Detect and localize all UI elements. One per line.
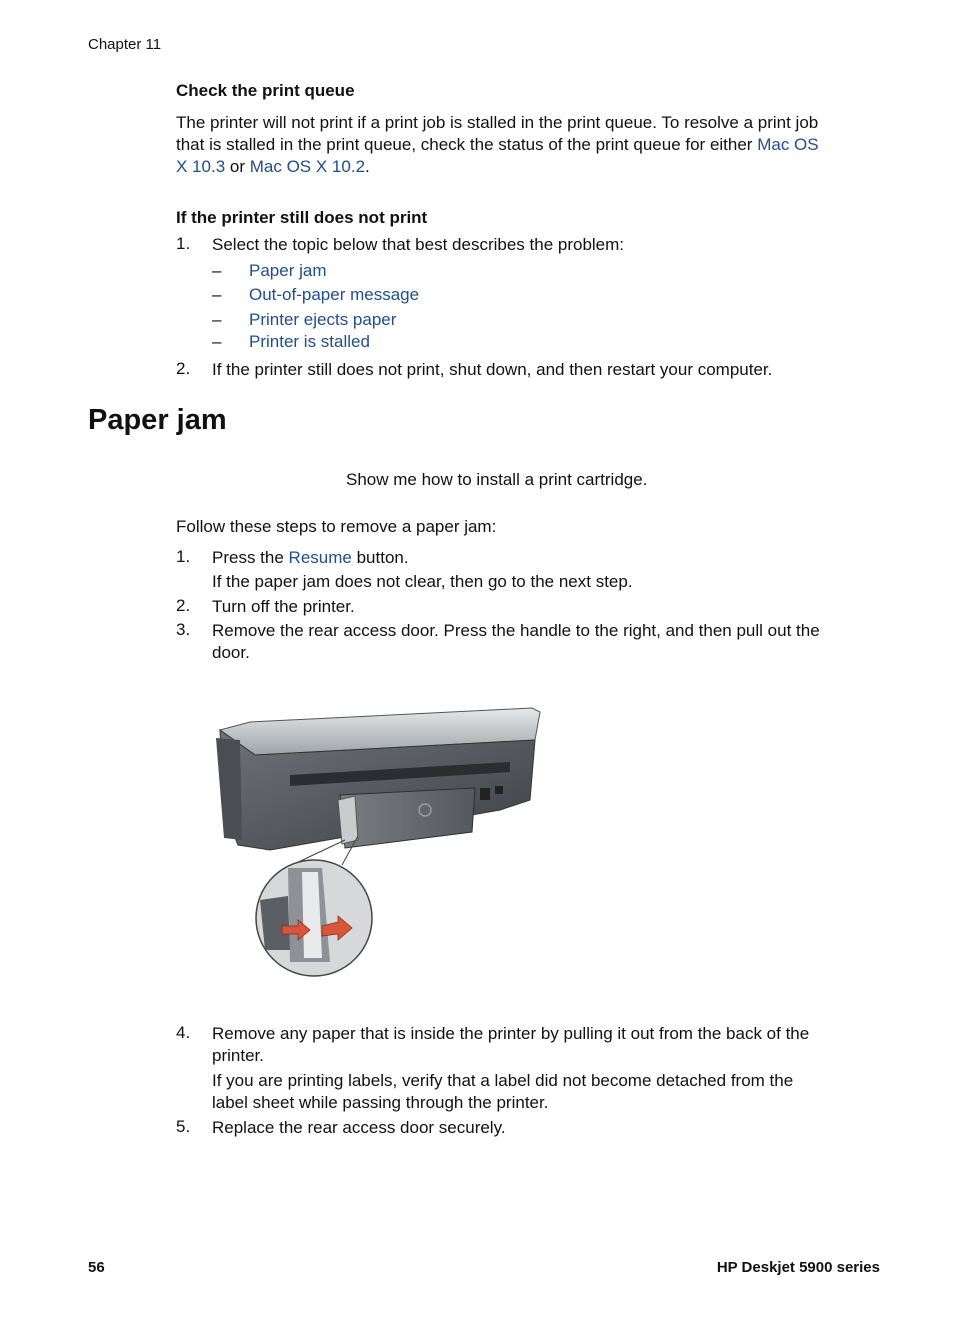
section-heading-check-queue: Check the print queue [176, 81, 355, 100]
link-resume[interactable]: Resume [288, 548, 352, 567]
list-item: Select the topic below that best describes the problem: [212, 235, 625, 254]
rear-access-door [340, 788, 475, 848]
page-title-paper-jam: Paper jam [88, 404, 227, 436]
list-item-note: If the paper jam does not clear, then go to the next step. [212, 572, 633, 591]
list-number: 2. [176, 359, 191, 378]
list-item: Remove the rear access door. Press the handle to the right, and then pull out the door. [212, 621, 820, 662]
list-number: 5. [176, 1117, 191, 1136]
list-number: 1. [176, 547, 191, 566]
port [480, 788, 490, 800]
chapter-header: Chapter 11 [88, 36, 162, 53]
check-queue-line-1: The printer will not print if a print job is stalled in the print queue. To resolve a print job [176, 113, 819, 132]
paper-jam-intro: Follow these steps to remove a paper jam: [176, 517, 497, 536]
list-item: If the printer still does not print, shut down, and then restart your computer. [212, 360, 773, 379]
bullet-dash: – [212, 332, 222, 351]
list-item-note: If you are printing labels, verify that a label did not become detached from the label sheet while passing through the printer. [212, 1071, 794, 1112]
list-number: 2. [176, 596, 191, 615]
check-queue-line-2: that is stalled in the print queue, check the status of the print queue for either Mac OS [176, 135, 819, 154]
check-queue-paragraph [176, 112, 876, 178]
bullet-dash: – [212, 261, 222, 280]
port [495, 786, 503, 794]
check-queue-line-3: X 10.3 or Mac OS X 10.2. [176, 157, 370, 176]
product-name: HP Deskjet 5900 series [716, 1259, 880, 1276]
zoom-door-edge [260, 896, 290, 950]
link-mac-os-x-10-3-cont[interactable]: X 10.3 [176, 157, 226, 176]
list-item: Turn off the printer. [212, 597, 355, 616]
link-mac-os-x-10-3[interactable]: Mac OS [757, 135, 819, 154]
page-number: 56 [88, 1259, 105, 1276]
list-number: 1. [176, 234, 191, 253]
list-item: Press the Resume button. [212, 548, 409, 567]
link-printer-ejects-paper[interactable]: Printer ejects paper [249, 310, 397, 329]
link-paper-jam[interactable]: Paper jam [249, 261, 327, 280]
list-number: 3. [176, 620, 191, 639]
bullet-dash: – [212, 310, 222, 329]
section-heading-still-not-print: If the printer still does not print [176, 208, 428, 227]
list-item: Replace the rear access door securely. [212, 1118, 506, 1137]
show-me-link-text: Show me how to install a print cartridge. [346, 470, 648, 489]
link-mac-os-x-10-2[interactable]: Mac OS X 10.2 [249, 157, 366, 176]
list-item: Remove any paper that is inside the printer by pulling it out from the back of the printer. [212, 1024, 810, 1065]
door-handle [338, 796, 358, 844]
link-out-of-paper-message[interactable]: Out-of-paper message [249, 285, 420, 304]
link-printer-is-stalled[interactable]: Printer is stalled [249, 332, 370, 351]
printer-side [216, 738, 242, 840]
bullet-dash: – [212, 285, 222, 304]
printer-rear-door-illustration [210, 700, 550, 990]
list-number: 4. [176, 1023, 191, 1042]
